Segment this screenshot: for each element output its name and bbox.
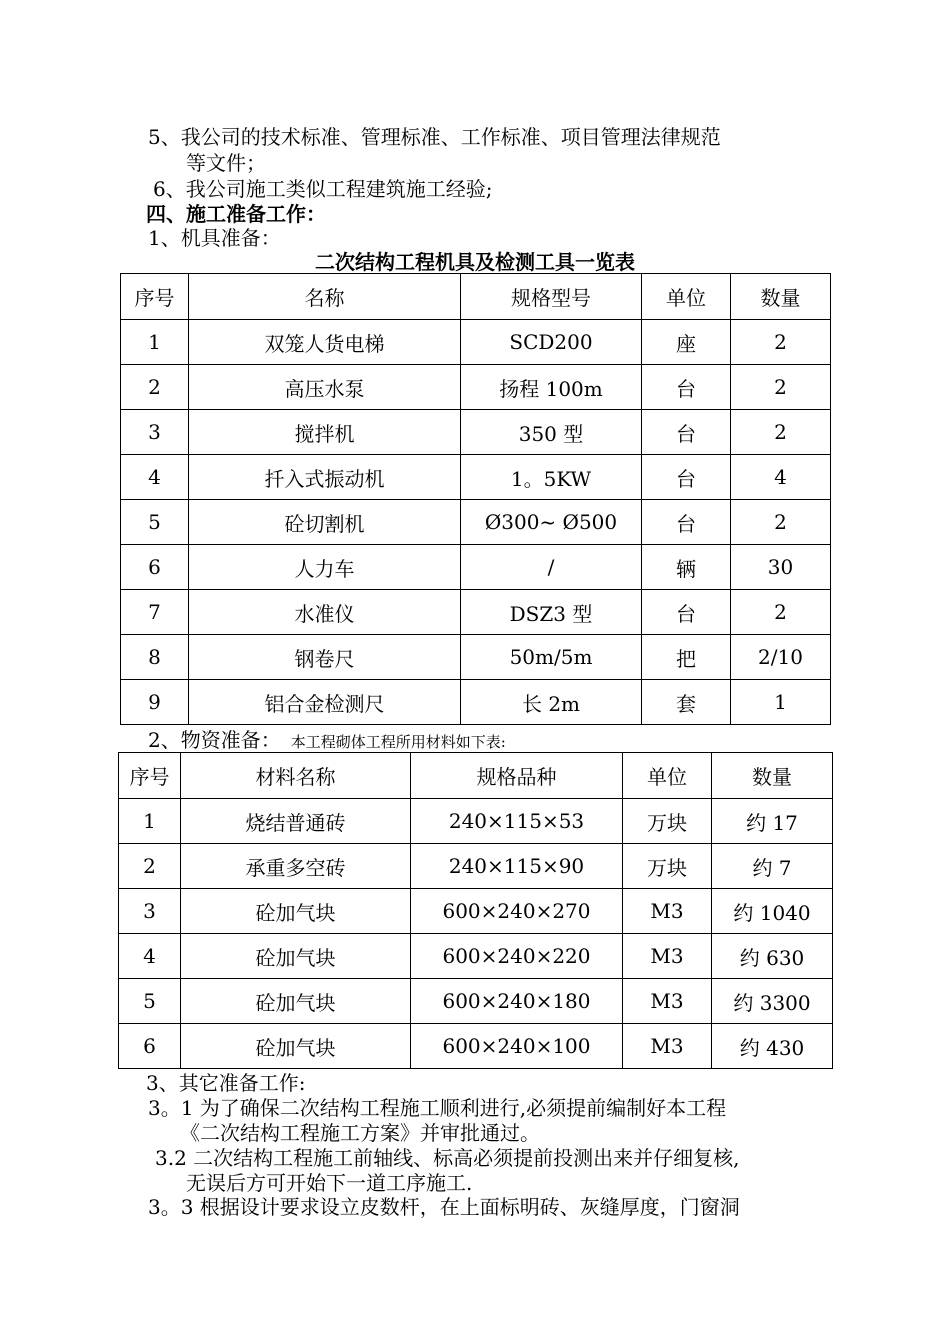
table-cell: 1 [121, 320, 189, 365]
table-cell: 600×240×220 [411, 934, 623, 979]
table-cell: 240×115×90 [411, 844, 623, 889]
table-cell: 2 [731, 410, 831, 455]
table-cell: 砼加气块 [181, 1024, 411, 1069]
table-cell: 扬程 100m [461, 365, 642, 410]
table-cell: 50m/5m [461, 635, 642, 680]
table-cell: 水准仪 [189, 590, 461, 635]
table-cell: 1 [731, 680, 831, 725]
table-cell: M3 [623, 979, 712, 1024]
table-cell: 6 [121, 545, 189, 590]
paragraph-item-5-line2: 等文件； [186, 151, 266, 175]
table-cell: 人力车 [189, 545, 461, 590]
table-cell: 万块 [623, 799, 712, 844]
table-cell: M3 [623, 889, 712, 934]
table-cell: 砼切割机 [189, 500, 461, 545]
header-cell: 单位 [623, 753, 712, 799]
table-cell: 烧结普通砖 [181, 799, 411, 844]
materials-note: 本工程砌体工程所用材料如下表: [290, 733, 506, 751]
table-cell: 约 7 [712, 844, 833, 889]
table-cell: 9 [121, 680, 189, 725]
table-cell: 搅拌机 [189, 410, 461, 455]
table-cell: 4 [119, 934, 181, 979]
table-cell: 双笼人货电梯 [189, 320, 461, 365]
table-row [119, 844, 833, 889]
table-row [121, 545, 831, 590]
equipment-table [120, 273, 831, 725]
table-row [121, 680, 831, 725]
table-row [121, 590, 831, 635]
table-cell: Ø300~ Ø500 [461, 500, 642, 545]
table-cell: 2 [121, 365, 189, 410]
table-cell: 350 型 [461, 410, 642, 455]
table-cell: 600×240×100 [411, 1024, 623, 1069]
table-cell: 座 [642, 320, 731, 365]
table-cell: 4 [121, 455, 189, 500]
table-row [121, 500, 831, 545]
header-cell: 序号 [121, 274, 189, 320]
table-cell: 铝合金检测尺 [189, 680, 461, 725]
paragraph-3-2-line2: 无误后方可开始下一道工序施工. [186, 1171, 473, 1195]
table-cell: 扦入式振动机 [189, 455, 461, 500]
header-cell: 材料名称 [181, 753, 411, 799]
paragraph-3-2-line1: 3.2 二次结构工程施工前轴线、标高必须提前投测出来并仔细复核, [155, 1146, 740, 1170]
table-cell: 砼加气块 [181, 934, 411, 979]
table-cell: 约 630 [712, 934, 833, 979]
table-row [119, 799, 833, 844]
table-cell: 套 [642, 680, 731, 725]
subheading-equipment: 1、机具准备： [148, 226, 281, 250]
materials-table [118, 752, 833, 1069]
subheading-materials [148, 727, 506, 755]
table-cell: M3 [623, 934, 712, 979]
table1-caption: 二次结构工程机具及检测工具一览表 [315, 250, 635, 274]
table-cell: 5 [119, 979, 181, 1024]
table-cell: 台 [642, 365, 731, 410]
table-cell: 2 [119, 844, 181, 889]
header-cell: 数量 [712, 753, 833, 799]
table-cell: 6 [119, 1024, 181, 1069]
table-cell: 3 [119, 889, 181, 934]
table-cell: 把 [642, 635, 731, 680]
table-row [119, 934, 833, 979]
table-cell: 约 17 [712, 799, 833, 844]
table-row [121, 455, 831, 500]
table-cell: 台 [642, 590, 731, 635]
table-cell: 台 [642, 410, 731, 455]
table-row [121, 410, 831, 455]
table-cell: 钢卷尺 [189, 635, 461, 680]
table-header-row [121, 274, 831, 320]
table-cell: 高压水泵 [189, 365, 461, 410]
paragraph-3-1-line2: 《二次结构工程施工方案》并审批通过。 [180, 1121, 540, 1145]
table-cell: DSZ3 型 [461, 590, 642, 635]
table-cell: 3 [121, 410, 189, 455]
table-cell: 1 [119, 799, 181, 844]
paragraph-3-1-line1: 3。1 为了确保二次结构工程施工顺利进行,必须提前编制好本工程 [148, 1096, 727, 1120]
materials-label: 2、物资准备： [148, 728, 281, 752]
table-cell: 砼加气块 [181, 979, 411, 1024]
paragraph-item-6: 6、我公司施工类似工程建筑施工经验; [153, 177, 493, 201]
header-cell: 名称 [189, 274, 461, 320]
table-cell: 2 [731, 500, 831, 545]
table-cell: 240×115×53 [411, 799, 623, 844]
table-cell: 长 2m [461, 680, 642, 725]
table-row [119, 979, 833, 1024]
table-row [121, 635, 831, 680]
table-cell: 约 3300 [712, 979, 833, 1024]
table-cell: 5 [121, 500, 189, 545]
header-cell: 数量 [731, 274, 831, 320]
table-cell: 600×240×270 [411, 889, 623, 934]
header-cell: 单位 [642, 274, 731, 320]
paragraph-item-5-line1: 5、我公司的技术标准、管理标准、工作标准、项目管理法律规范 [148, 125, 721, 149]
table-cell: 台 [642, 500, 731, 545]
table-cell: 2 [731, 590, 831, 635]
table-cell: 2/10 [731, 635, 831, 680]
table-cell: / [461, 545, 642, 590]
paragraph-3-3-line1: 3。3 根据设计要求设立皮数杆，在上面标明砖、灰缝厚度，门窗洞 [148, 1195, 740, 1219]
table-cell: 1。5KW [461, 455, 642, 500]
subheading-other: 3、其它准备工作: [146, 1071, 306, 1095]
table-cell: 4 [731, 455, 831, 500]
table-header-row [119, 753, 833, 799]
table-cell: 砼加气块 [181, 889, 411, 934]
table-cell: 30 [731, 545, 831, 590]
table-cell: 7 [121, 590, 189, 635]
header-cell: 规格品种 [411, 753, 623, 799]
section-heading-4: 四、施工准备工作： [146, 202, 326, 226]
table-cell: 2 [731, 365, 831, 410]
table-cell: SCD200 [461, 320, 642, 365]
table-cell: 万块 [623, 844, 712, 889]
table-row [119, 1024, 833, 1069]
table-row [121, 365, 831, 410]
table-cell: 8 [121, 635, 189, 680]
table-cell: 约 430 [712, 1024, 833, 1069]
table-cell: M3 [623, 1024, 712, 1069]
table-cell: 台 [642, 455, 731, 500]
table-cell: 辆 [642, 545, 731, 590]
table-row [119, 889, 833, 934]
table-cell: 2 [731, 320, 831, 365]
table-cell: 承重多空砖 [181, 844, 411, 889]
header-cell: 序号 [119, 753, 181, 799]
header-cell: 规格型号 [461, 274, 642, 320]
table-cell: 600×240×180 [411, 979, 623, 1024]
table-cell: 约 1040 [712, 889, 833, 934]
table-row [121, 320, 831, 365]
